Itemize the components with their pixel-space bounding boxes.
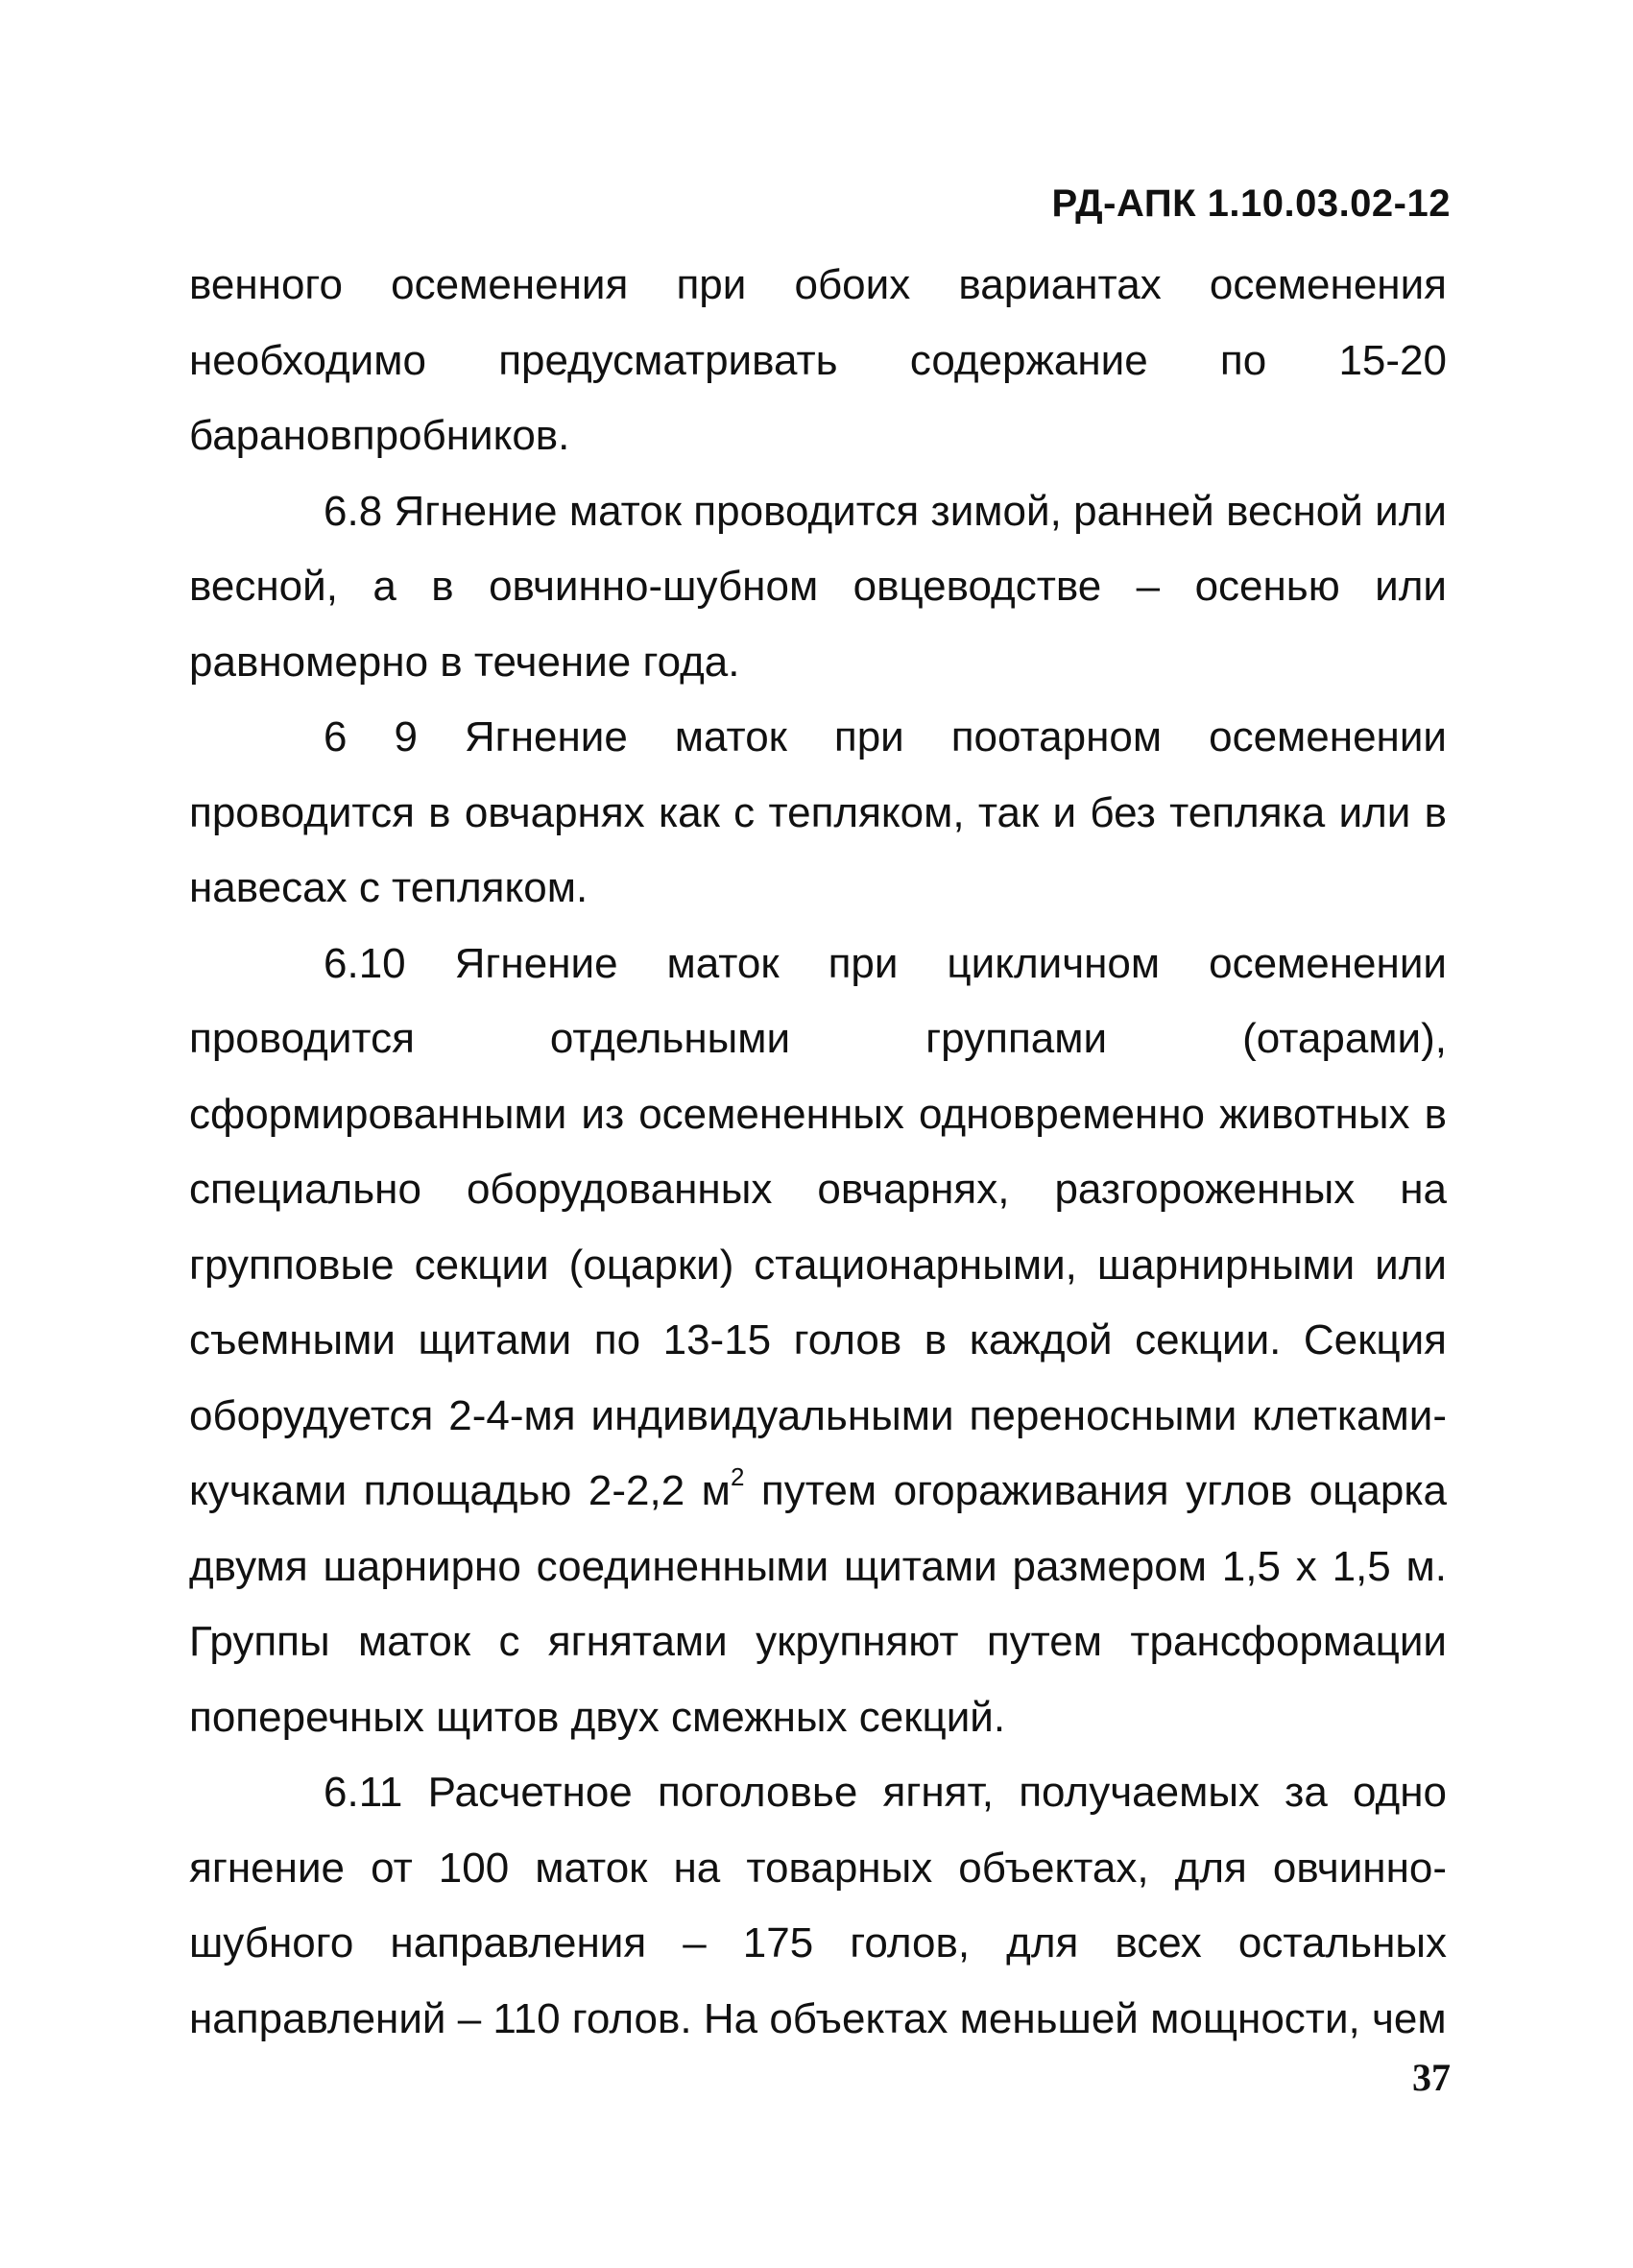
superscript-square: 2 bbox=[730, 1462, 745, 1491]
page-number: 37 bbox=[1412, 2056, 1451, 2099]
paragraph-6-10-tail: путем огораживания углов оцарка двумя шарнирно соединенными щитами размером 1,5 х 1,5 м. Группы маток с ягнятами укрупняют путем трансформации поперечных щитов двух смежных секций. bbox=[189, 1467, 1447, 1741]
body-text bbox=[189, 248, 1447, 2057]
document-code-header: РД-АПК 1.10.03.02-12 bbox=[1051, 182, 1451, 225]
paragraph-6-11: 6.11 Расчетное поголовье ягнят, получаемых за одно ягнение от 100 маток на товарных объектах, для овчинно-шубного направления – 175 голов, для всех остальных направлений – 110 голов. На объектах меньшей мощности, чем bbox=[189, 1769, 1447, 2042]
paragraph-continuation: венного осеменения при обоих вариантах осеменения необходимо предусматривать содержание по 15-20 барановпробников. bbox=[189, 261, 1447, 459]
paragraph-6-10 bbox=[189, 927, 1447, 1756]
paragraph-6-10-text: 6.10 Ягнение маток при цикличном осеменении проводится отдельными группами (отарами), сформированными из осемененных одновременно животных в специально оборудованных овчарнях, разгороженных на групповые секции (оцарки) стационарными, шарнирными или съемными щитами по 13-15 голов в каждой секции. Секция оборудуется 2-4-мя индивидуальными переносными клетками-кучками площадью 2-2,2 м bbox=[189, 939, 1447, 1514]
paragraph-6-8: 6.8 Ягнение маток проводится зимой, ранней весной или весной, а в овчинно-шубном овцеводстве – осенью или равномерно в течение года. bbox=[189, 487, 1447, 686]
paragraph-6-9: 6 9 Ягнение маток при поотарном осеменении проводится в овчарнях как с тепляком, так и без тепляка или в навесах с тепляком. bbox=[189, 713, 1447, 911]
